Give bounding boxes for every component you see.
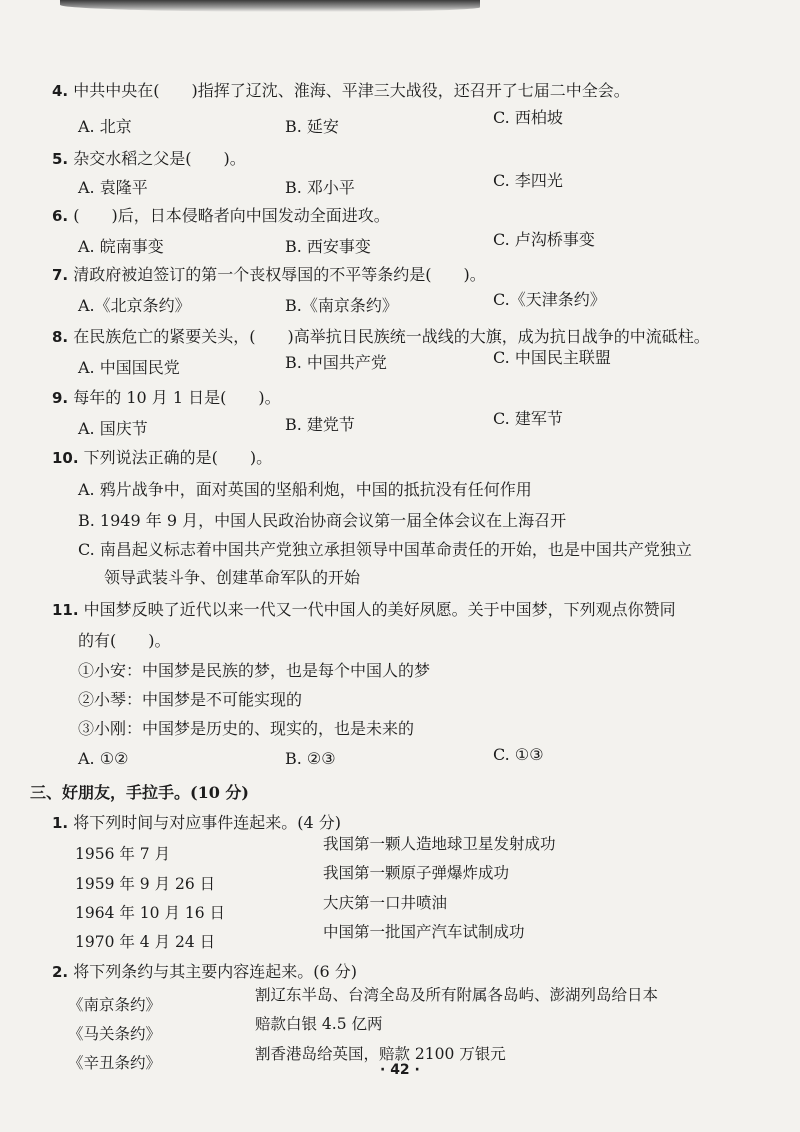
question-number: 6. — [52, 207, 69, 225]
treaty-item: 《马关条约》 — [68, 1025, 162, 1043]
section-3-part-2 — [52, 961, 357, 983]
question-4 — [52, 80, 630, 102]
q11-option-c: C. ①③ — [493, 745, 544, 764]
treaty-item: 《南京条约》 — [68, 996, 162, 1014]
q7-option-b: B.《南京条约》 — [285, 296, 398, 315]
question-stem: 下列说法正确的是( )。 — [83, 448, 273, 467]
question-number: 8. — [52, 328, 69, 346]
q8-option-b: B. 中国共产党 — [285, 353, 387, 372]
q10-option-c: C. 南昌起义标志着中国共产党独立承担领导中国革命责任的开始，也是中国共产党独立 — [78, 540, 692, 559]
treaty-item: 《辛丑条约》 — [68, 1054, 162, 1072]
question-7 — [52, 264, 486, 286]
q6-option-a: A. 皖南事变 — [78, 237, 164, 256]
question-number: 9. — [52, 389, 69, 407]
question-number: 7. — [52, 266, 69, 284]
date-item: 1959 年 9 月 26 日 — [75, 875, 216, 893]
q11-view-3: ③小刚：中国梦是历史的、现实的，也是未来的 — [78, 719, 415, 738]
question-number: 11. — [52, 601, 79, 619]
date-item: 1970 年 4 月 24 日 — [75, 933, 216, 951]
question-number: 1. — [52, 814, 69, 832]
event-item: 大庆第一口井喷油 — [323, 894, 448, 912]
question-number: 2. — [52, 963, 69, 981]
page-number: · 42 · — [380, 1062, 420, 1078]
q9-option-b: B. 建党节 — [285, 415, 355, 434]
treaty-content: 割辽东半岛、台湾全岛及所有附属各岛屿、澎湖列岛给日本 — [255, 986, 659, 1004]
question-number: 4. — [52, 82, 69, 100]
question-number: 5. — [52, 150, 69, 168]
question-stem: 将下列时间与对应事件连起来。(4 分) — [73, 813, 341, 832]
question-stem: 杂交水稻之父是( )。 — [73, 149, 246, 168]
event-item: 我国第一颗原子弹爆炸成功 — [323, 864, 510, 882]
event-item: 中国第一批国产汽车试制成功 — [323, 923, 525, 941]
q8-option-c: C. 中国民主联盟 — [493, 348, 611, 367]
question-stem: 中国梦反映了近代以来一代又一代中国人的美好夙愿。关于中国梦，下列观点你赞同 — [83, 600, 676, 619]
treaty-content: 割香港岛给英国，赔款 2100 万银元 — [255, 1045, 506, 1063]
q10-option-b: B. 1949 年 9 月，中国人民政治协商会议第一届全体会议在上海召开 — [78, 511, 567, 530]
q7-option-a: A.《北京条约》 — [78, 296, 191, 315]
q11-view-1: ①小安：中国梦是民族的梦，也是每个中国人的梦 — [78, 661, 431, 680]
event-item: 我国第一颗人造地球卫星发射成功 — [323, 835, 556, 853]
q11-option-a: A. ①② — [78, 749, 129, 768]
question-10 — [52, 447, 272, 469]
q5-option-a: A. 袁隆平 — [78, 178, 148, 197]
question-stem: 清政府被迫签订的第一个丧权辱国的不平等条约是( )。 — [73, 265, 486, 284]
date-item: 1956 年 7 月 — [75, 845, 171, 863]
section-3-title: 三、好朋友，手拉手。(10 分) — [30, 783, 249, 802]
question-stem: 中共中央在( )指挥了辽沈、淮海、平津三大战役，还召开了七届二中全会。 — [73, 81, 630, 100]
question-number: 10. — [52, 449, 79, 467]
question-6 — [52, 205, 390, 227]
q10-option-a: A. 鸦片战争中，面对英国的坚船利炮，中国的抵抗没有任何作用 — [78, 480, 532, 499]
question-8 — [52, 326, 710, 348]
question-stem: 每年的 10 月 1 日是( )。 — [73, 388, 281, 407]
section-3-part-1 — [52, 812, 341, 834]
q4-option-b: B. 延安 — [285, 117, 339, 136]
q4-option-c: C. 西柏坡 — [493, 108, 563, 127]
question-stem: ( )后，日本侵略者向中国发动全面进攻。 — [73, 206, 390, 225]
q9-option-c: C. 建军节 — [493, 409, 563, 428]
question-5 — [52, 148, 246, 170]
q11-option-b: B. ②③ — [285, 749, 336, 768]
q11-view-2: ②小琴：中国梦是不可能实现的 — [78, 690, 303, 709]
question-stem: 在民族危亡的紧要关头，( )高举抗日民族统一战线的大旗，成为抗日战争的中流砥柱。 — [73, 327, 710, 346]
question-11 — [52, 599, 676, 621]
q6-option-c: C. 卢沟桥事变 — [493, 230, 595, 249]
q10-option-c-continued: 领导武装斗争、创建革命军队的开始 — [104, 568, 361, 587]
q4-option-a: A. 北京 — [78, 117, 132, 136]
q5-option-c: C. 李四光 — [493, 171, 563, 190]
q9-option-a: A. 国庆节 — [78, 419, 148, 438]
question-stem: 将下列条约与其主要内容连起来。(6 分) — [73, 962, 357, 981]
treaty-content: 赔款白银 4.5 亿两 — [255, 1015, 383, 1033]
question-stem-continued: 的有( )。 — [78, 631, 171, 650]
q5-option-b: B. 邓小平 — [285, 178, 355, 197]
q8-option-a: A. 中国国民党 — [78, 358, 180, 377]
question-9 — [52, 387, 281, 409]
q7-option-c: C.《天津条约》 — [493, 290, 606, 309]
q6-option-b: B. 西安事变 — [285, 237, 371, 256]
date-item: 1964 年 10 月 16 日 — [75, 904, 226, 922]
